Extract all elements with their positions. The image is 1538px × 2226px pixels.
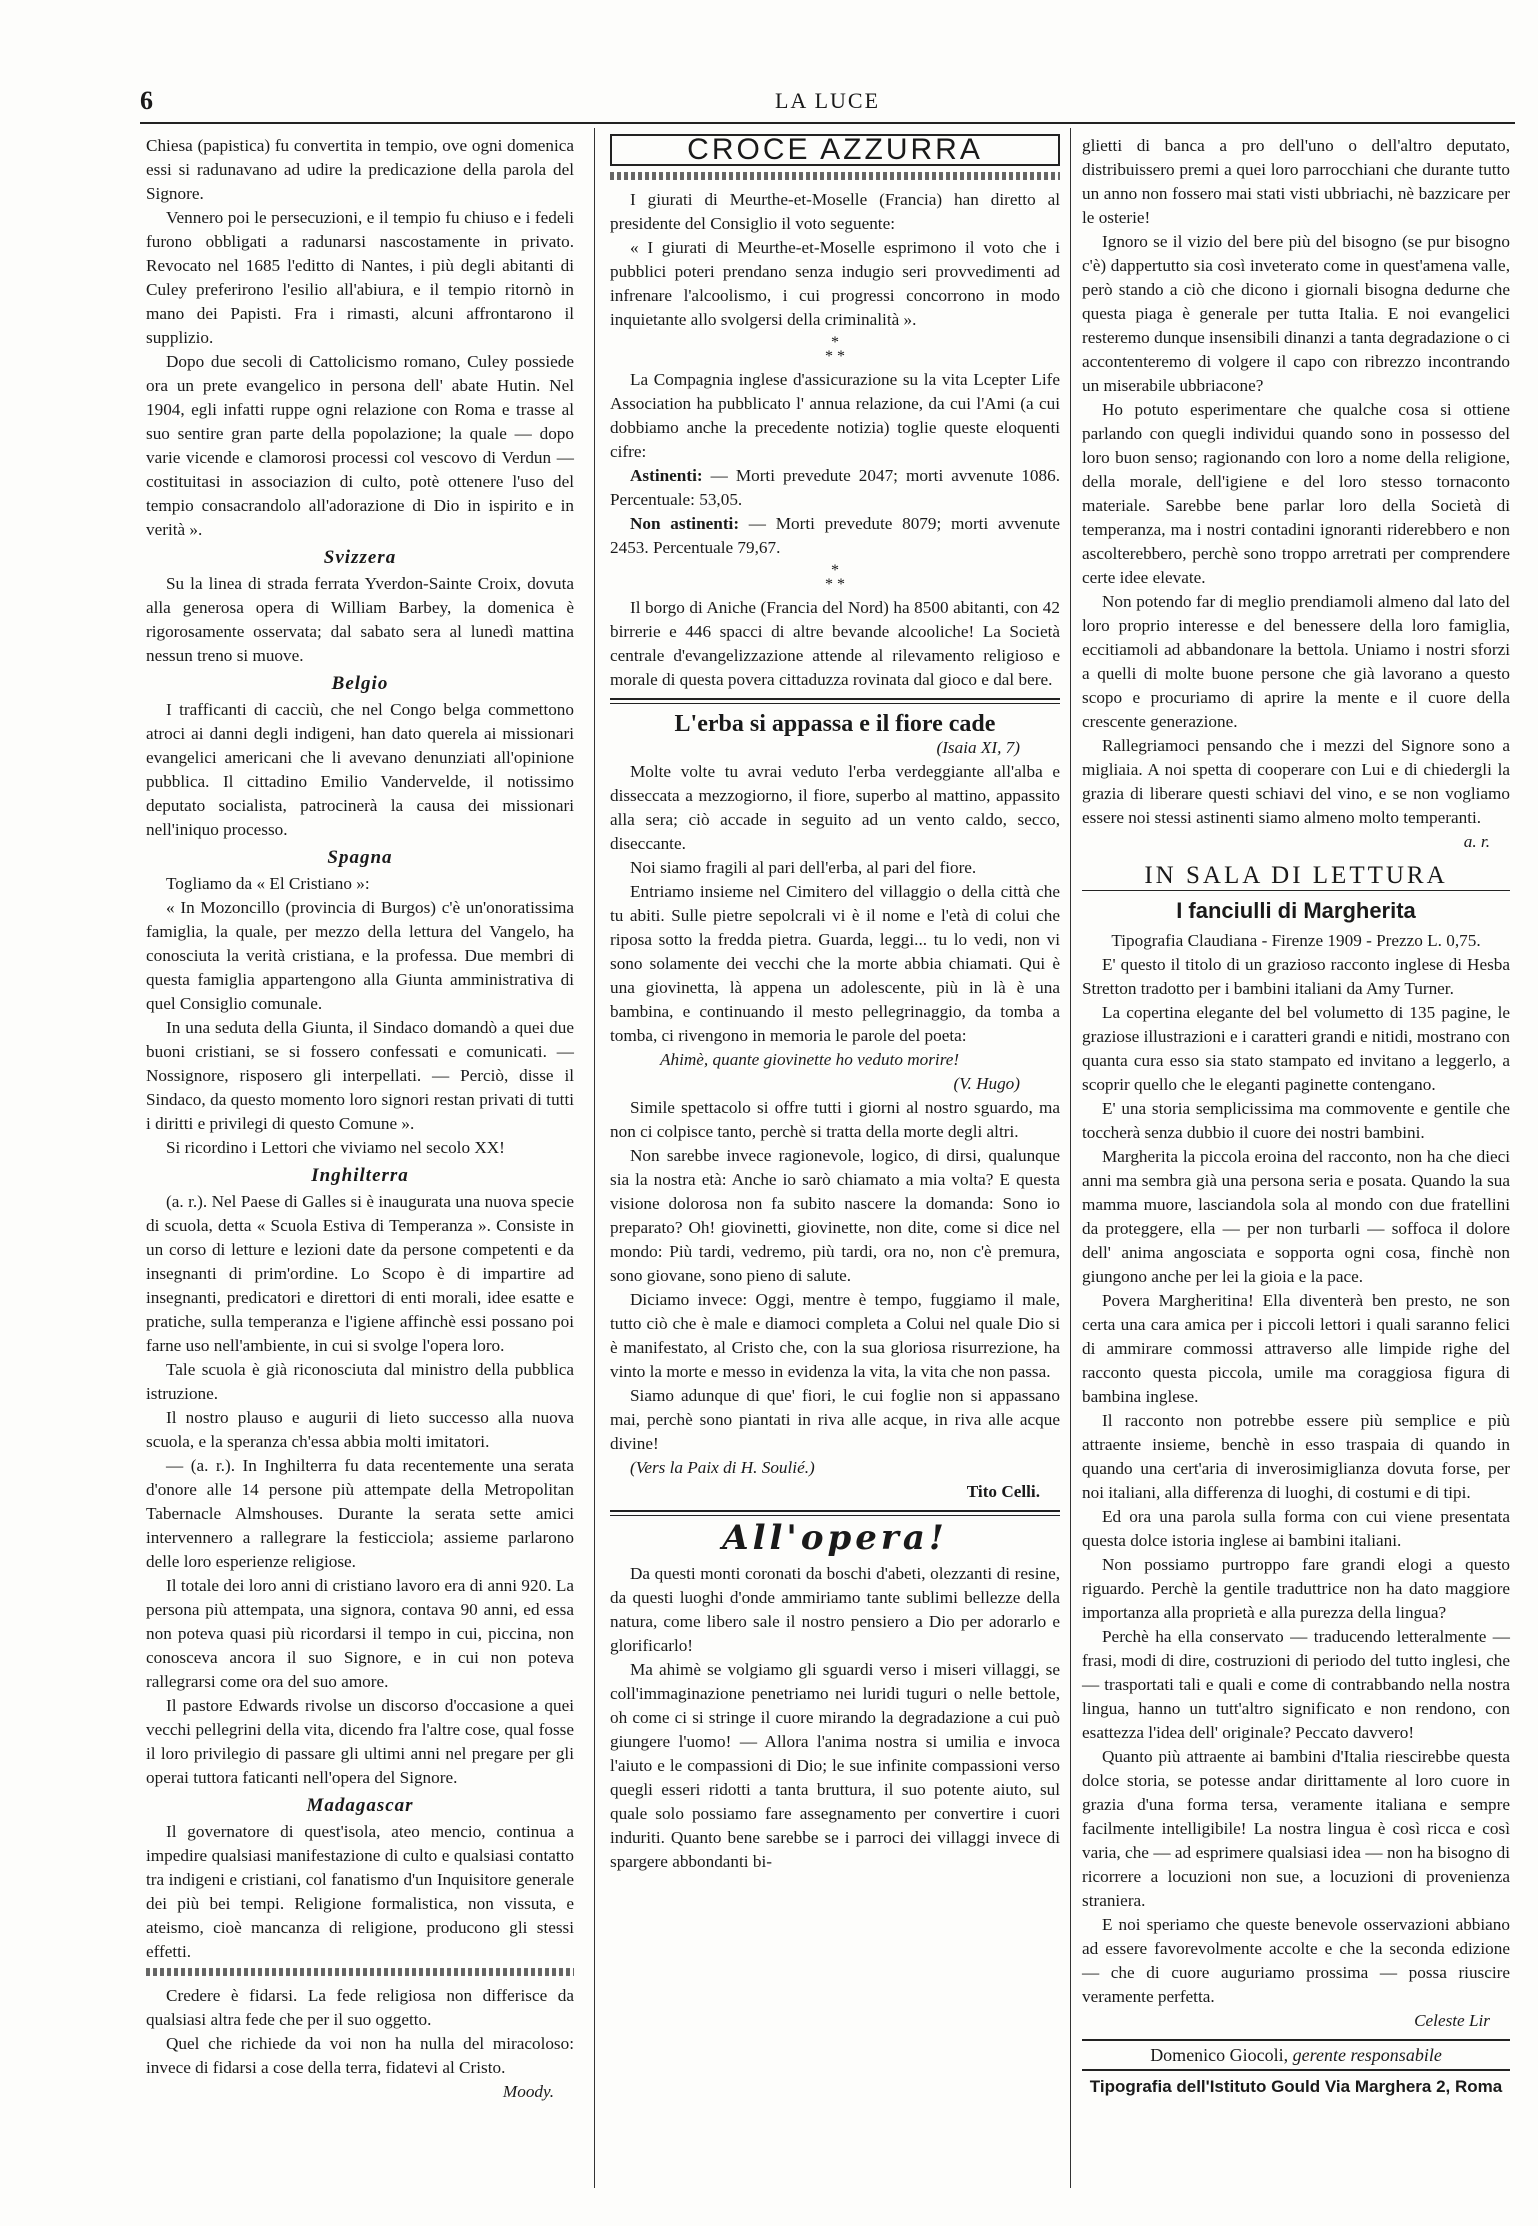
paragraph: « I giurati di Meurthe-et-Moselle esprimono il voto che i pubblici poteri prendano senza indugio seri provvedimenti ad infrenare l'alcoolismo, i cui progressi concorrono in modo inquietante allo svolgersi della criminalità ». <box>610 238 1060 329</box>
paragraph: Simile spettacolo si offre tutti i giorni al nostro sguardo, ma non ci colpisce tanto, perchè si tratta della morte degli altri. <box>610 1098 1060 1141</box>
paragraph: Non possiamo purtroppo fare grandi elogi a questo riguardo. Perchè la gentile traduttrice non ha dato maggiore importanza alla proprietà e alla purezza della lingua? <box>1082 1555 1510 1622</box>
column-right <box>1082 134 1510 2099</box>
paragraph: Il totale dei loro anni di cristiano lavoro era di anni 920. La persona più attempata, una signora, contava 90 anni, ed essa non poteva quasi più ricordarsi il tempo in cui, piccina, non conosceva ancora il suo Signore, e in cui non poteva rallegrarsi come ora del suo amore. <box>146 1576 574 1691</box>
header-rule <box>140 122 1515 124</box>
paragraph: Diciamo invece: Oggi, mentre è tempo, fuggiamo il male, tutto ciò che è male e diamoci completa a Colui nel quale Dio si è manifestato, al Cristo che, con la sua gloriosa risurrezione, ha vinto la morte e messo in evidenza la vita, la vita che non passa. <box>610 1290 1060 1381</box>
page-header <box>140 86 1515 120</box>
paragraph: Quel che richiede da voi non ha nulla del miracoloso: invece di fidarsi a cose della terra, fidatevi al Cristo. <box>146 2034 574 2077</box>
value: — Morti prevedute 2047; morti avvenute 1086. Percentuale: 53,05. <box>610 466 1060 509</box>
signature: Tito Celli. <box>966 1482 1040 1501</box>
paragraph: Quanto più attraente ai bambini d'Italia riescirebbe questa dolce storia, se potesse andar dirittamente al loro cuore in grazia d'una forma tersa, veramente italiana e sempre facilmente intelligibile! La nostra lingua è così ricca e così varia, che — ad esprimere qualsiasi idea — non ha bisogno di ricorrere a locuzioni non sue, a locuzioni di provenienza straniera. <box>1082 1747 1510 1910</box>
paragraph: Molte volte tu avrai veduto l'erba verdeggiante all'alba e disseccata a mezzogiorno, il fiore, superbo al mattino, appassito alla sera; ciò accade in seguito ad un vento caldo, secco, diseccante. <box>610 762 1060 853</box>
paragraph: Vennero poi le persecuzioni, e il tempio fu chiuso e i fedeli furono obbligati a radunarsi nascostamente in privato. Revocato nel 1685 l'editto di Nantes, i più degli abitanti di Culey preferirono l'esilio all'abiura, e il tempio ritornò in mano dei Papisti. Fra i rimasti, alcuni affrontarono il supplizio. <box>146 208 574 347</box>
quote-source: (V. Hugo) <box>953 1074 1020 1093</box>
paragraph: Ma ahimè se volgiamo gli sguardi verso i miseri villaggi, se coll'immaginazione penetriamo nei luridi tuguri o nelle bettole, oh come ci si stringe il cuore mirando la degradazione a cui può giungere l'uomo! — Allora l'anima nostra si umilia e invoca l'aiuto e le compassioni di Dio; le sue infinite compassioni verso quegli esseri ridotti a tanta bruttura, il suo potente aiuto, sul quale solo possiamo fare assegnamento per convertire i cuori induriti. Quanto bene sarebbe se i parroci dei villaggi invece di spargere abbondanti bi- <box>610 1660 1060 1871</box>
paragraph: Dopo due secoli di Cattolicismo romano, Culey possiede ora un prete evangelico in persona dell' abate Hutin. Nel 1904, egli infatti ruppe ogni relazione con Roma e trasse al suo sentire gran parte della popolazione; la quale — dopo varie vicende e clamorosi processi col vescovo di Verdun — costituitasi in associazion di culto, potè ottenere l'uso del tempio consacrandolo all'adorazione di Dio in ispirito e in verità ». <box>146 352 574 539</box>
paragraph: Il borgo di Aniche (Francia del Nord) ha 8500 abitanti, con 42 birrerie e 446 spacci di altre bevande alcooliche! La Società centrale d'evangelizzazione attende al rilevamento religioso e morale di questa povera cittaduzza rovinata dal gioco e dal bere. <box>610 598 1060 689</box>
paragraph: Povera Margheritina! Ella diventerà ben presto, ne son certa una cara amica per i piccoli lettori i quali saranno felici di ammirare commossi attraverso alle limpide righe del racconto questa piccola, umile ma coraggiosa figura di bambina inglese. <box>1082 1291 1510 1406</box>
asterism: * * * <box>825 562 845 593</box>
printer-line: Tipografia dell'Istituto Gould Via Marghera 2, Roma <box>1089 2077 1503 2096</box>
paragraph <box>610 512 1060 560</box>
section-title-sala-di-lettura: IN SALA DI LETTURA <box>1082 864 1510 891</box>
section-heading-madagascar: Madagascar <box>306 1795 414 1816</box>
paragraph: E' questo il titolo di un grazioso racconto inglese di Hesba Stretton tradotto per i bambini italiani da Amy Turner. <box>1082 955 1510 998</box>
book-info: Tipografia Claudiana - Firenze 1909 - Prezzo L. 0,75. <box>1111 931 1481 950</box>
paragraph: La Compagnia inglese d'assicurazione su la vita Lcepter Life Association ha pubblicato l' annua relazione, da cui l'Ami (a cui dobbiamo anche la precedente notizia) toglie queste eloquenti cifre: <box>610 370 1060 461</box>
paragraph: E' una storia semplicissima ma commovente e gentile che toccherà senza dubbio il cuore dei nostri bambini. <box>1082 1099 1510 1142</box>
paragraph: Ed ora una parola sulla forma con cui viene presentata questa dolce istoria inglese ai bambini italiani. <box>1082 1507 1510 1550</box>
label: Non astinenti: <box>630 514 740 533</box>
paragraph: Ignoro se il vizio del bere più del bisogno (se pur bisogno c'è) dappertutto sia così inveterato come in quest'amena valle, però stando a ciò che dicono i giornali bisogna dedurne che questa piaga è generale per tutta Italia. E noi evangelici resteremo dunque insensibili dinanzi a tanta degradazione o ci accontenteremo di volgere il capo con ribrezzo incontrando un miserabile ubbriacone? <box>1082 232 1510 395</box>
paragraph: Tale scuola è già riconosciuta dal ministro della pubblica istruzione. <box>146 1360 574 1403</box>
value: — Morti prevedute 8079; morti avvenute 2453. Percentuale 79,67. <box>610 514 1060 557</box>
paragraph: Entriamo insieme nel Cimitero del villaggio o della città che tu abiti. Sulle pietre sepolcrali vi è il nome e l'età di colui che riposa sotto la fredda pietra. Guarda, leggi... tu lo vedi, non vi sono solamente dei vecchi che la morte abbia chiamati. Qui è una giovinetta, là appena un adolescente, più in là è una bambina, e continuando il mesto pellegrinaggio, da tomba a tomba, ci rivengono in memoria le parole del poeta: <box>610 882 1060 1045</box>
ornamental-rule <box>146 1968 574 1976</box>
paragraph: Il nostro plauso e augurii di lieto successo alla nuova scuola, e la speranza ch'essa abbia molti imitatori. <box>146 1408 574 1451</box>
paragraph: — (a. r.). In Inghilterra fu data recentemente una serata d'onore alle 14 persone più attempate della Metropolitan Tabernacle Almshouses. Durante la serata sette amici intervennero a rallegrare la festicciola; assieme parlarono delle loro esperienze religiose. <box>146 1456 574 1571</box>
column-divider <box>1070 128 1071 2188</box>
article-reference: (Isaia XI, 7) <box>936 738 1020 757</box>
paragraph: I giurati di Meurthe-et-Moselle (Francia) han diretto al presidente del Consiglio il voto seguente: <box>610 190 1060 233</box>
ornamental-rule <box>610 172 1060 180</box>
paragraph: Siamo adunque di que' fiori, le cui foglie non si appassano mai, perchè sono piantati in riva alle acque, in riva alle acque divine! <box>610 1386 1060 1453</box>
section-heading-belgio: Belgio <box>331 673 389 694</box>
paragraph: Non potendo far di meglio prendiamoli almeno dal lato del loro proprio interesse e del benessere della loro famiglia, eccitiamoli ad abbandonare la bettola. Uniamo i nostri sforzi a quelli di molte buone persone che già lavorano a questo scopo e procuriamo di aprire la mente e il cuore della crescente generazione. <box>1082 592 1510 731</box>
paragraph: Ho potuto esperimentare che qualche cosa si ottiene parlando con quegli individui quando sono in possesso del loro buon senso; ragionando con loro a nome della religione, della morale, dell'igiene e del loro stesso tornaconto materiale. Sarebbe bene parlar loro della Società di temperanza, ma i nostri contadini ignoranti riderebbero e non ascolterebbero, perchè sono troppo arretrati per comprendere certe idee elevate. <box>1082 400 1510 587</box>
signature: Moody. <box>502 2082 554 2101</box>
column-middle <box>610 134 1060 1874</box>
paragraph: Non sarebbe invece ragionevole, logico, di dirsi, qualunque sia la nostra età: Anche io sarò chiamato a mia volta? E questa visione dolorosa non fa subito nascere la domanda: Sono io preparato? Oh! giovinetti, giovinette, non dite, come si dice nel mondo: Più tardi, vedremo, più tardi, ora no, non c'è premura, sono giovane, sono pieno di salute. <box>610 1146 1060 1285</box>
paragraph: glietti di banca a pro dell'uno o dell'altro deputato, distribuissero premi a quei loro parrocchiani che durante tutto un anno non fossero mai stati visti ubbriachi, nè bazzicare per le osterie! <box>1082 136 1510 227</box>
page-number: 6 <box>140 86 153 115</box>
paragraph: Togliamo da « El Cristiano »: <box>166 874 370 893</box>
asterism: * * * <box>825 334 845 365</box>
paragraph: Rallegriamoci pensando che i mezzi del Signore sono a migliaia. A noi spetta di cooperare con Lui e di chiedergli la grazia di liberare questi schiavi del vino, e se non vogliamo essere noi stessi astinenti siamo almeno molto temperanti. <box>1082 736 1510 827</box>
running-title: LA LUCE <box>774 88 881 113</box>
paragraph: Margherita la piccola eroina del racconto, non ha che dieci anni ma sembra già una persona seria e posata. Quando la sua mamma muore, lasciandola sola al mondo con due fratellini da proteggere, ella — per non turbarli — soffoca il dolore dell' anima angosciata e sopporta ogni cosa, finchè non giungono anche per lei la gioia e la pace. <box>1082 1147 1510 1286</box>
column-divider <box>594 128 595 2188</box>
section-rule <box>610 1510 1060 1516</box>
paragraph: « In Mozoncillo (provincia di Burgos) c'è un'onoratissima famiglia, la quale, per mezzo della lettura del Vangelo, ha conosciuta la verità cristiana, e la professa. Due membri di questa famiglia appartengono alla Giunta amministrativa di quel Consiglio comunale. <box>146 898 574 1013</box>
paragraph: (a. r.). Nel Paese di Galles si è inaugurata una nuova specie di scuola, detta « Scuola Estiva di Temperanza ». Consiste in un corso di letture e lezioni date da persone competenti e da insegnanti di prim'ordine. Lo Scopo è di impartire ad insegnanti, predicatori e direttori di enti morali, idee esatte e pratiche, sulla temperanza e l'igiene affinchè essi possano poi farne uso nell'ambiente, in cui si svolge l'opera loro. <box>146 1192 574 1355</box>
paragraph <box>610 464 1060 512</box>
editor-name: Domenico Giocoli, <box>1150 2045 1289 2065</box>
paragraph: In una seduta della Giunta, il Sindaco domandò a quei due buoni cristiani, se si fossero confessati e comunicati. — Nossignore, risposero gli interpellati. — Perciò, disse il Sindaco, da questo momento loro signori restan privati di tutti i diritti e privilegi di questo Comune ». <box>146 1018 574 1133</box>
section-title-croce-azzurra: CROCE AZZURRA <box>610 134 1060 166</box>
section-heading-inghilterra: Inghilterra <box>311 1165 409 1186</box>
paragraph: Chiesa (papistica) fu convertita in tempio, ove ogni domenica essi si radunavano ad udire la predicazione della parola del Signore. <box>146 136 574 203</box>
quote: Ahimè, quante giovinette ho veduto morire! <box>660 1050 960 1069</box>
paragraph: E noi speriamo che queste benevole osservazioni abbiano ad essere favorevolmente accolte e che la seconda edizione — che di cuore auguriamo prossima — possa riuscire veramente perfetta. <box>1082 1915 1510 2006</box>
article-title: All'opera! <box>722 1518 948 1558</box>
section-rule <box>610 698 1060 704</box>
paragraph: Credere è fidarsi. La fede religiosa non differisce da qualsiasi altra fede che per il suo oggetto. <box>146 1986 574 2029</box>
paragraph: Il racconto non potrebbe essere più semplice e più attraente insieme, benchè in esso traspaia di quando in quando una cert'aria di inverosimiglianza dovuta forse, per noi italiani, alla differenza di luoghi, di costumi e di tipi. <box>1082 1411 1510 1502</box>
column-left <box>146 134 574 2104</box>
paragraph: Il governatore di quest'isola, ateo mencio, continua a impedire qualsiasi manifestazione di culto e qualsiasi contatto tra indigeni e cristiani, col fanatismo d'un Inquisitore generale dei più bei tempi. Religione formalistica, non vissuta, e ateismo, cioè mancanza di religione, producono gli stessi effetti. <box>146 1822 574 1961</box>
section-heading-svizzera: Svizzera <box>323 547 397 568</box>
paragraph: La copertina elegante del bel volumetto di 135 pagine, le graziose illustrazioni e i caratteri grandi e nitidi, mostrano con quanta cura esso sia stato stampato ed invitano a leggerlo, a scoprir quello che le eleganti paginette contengano. <box>1082 1003 1510 1094</box>
paragraph: Noi siamo fragili al pari dell'erba, al pari del fiore. <box>630 858 977 877</box>
paragraph: Su la linea di strada ferrata Yverdon-Sainte Croix, dovuta alla generosa opera di William Barbey, la domenica è rigorosamente osservata; dal sabato sera al lunedì mattina nessun treno si muove. <box>146 574 574 665</box>
article-title: L'erba si appassa e il fiore cade <box>674 711 996 737</box>
publisher-line <box>1082 2039 1510 2071</box>
paragraph: Da questi monti coronati da boschi d'abeti, olezzanti di resine, da questi luoghi d'onde ammiriamo tante sublimi bellezze della natura, come libero sale il nostro pensiero a Dio per adorarlo e glorificarlo! <box>610 1564 1060 1655</box>
paragraph: Si ricordino i Lettori che viviamo nel secolo XX! <box>166 1138 505 1157</box>
paragraph: Perchè ha ella conservato — traducendo letteralmente — frasi, modi di dire, costruzioni di periodo del tutto inglesi, che — trasportati tali e quali e come di contrabbando nella nostra lingua, hanno un tutt'altro significato e non rendono, con esattezza l'idea dell' originale? Peccato davvero! <box>1082 1627 1510 1742</box>
source-note: (Vers la Paix di H. Soulié.) <box>630 1458 815 1477</box>
signature: a. r. <box>1463 832 1490 851</box>
paragraph: I trafficanti di cacciù, che nel Congo belga commettono atroci ai danni degli indigeni, han dato querela ai missionari evangelici americani che li avevano denunziati all'opinione pubblica. Il cittadino Emilio Vandervelde, il notissimo deputato socialista, patrocinerà la causa dei missionari nell'iniquo processo. <box>146 700 574 839</box>
section-heading-spagna: Spagna <box>327 847 393 868</box>
book-title: I fanciulli di Margherita <box>1176 898 1416 923</box>
label: Astinenti: <box>630 466 703 485</box>
signature: Celeste Lir <box>1414 2011 1490 2030</box>
paragraph: Il pastore Edwards rivolse un discorso d'occasione a quei vecchi pellegrini della vita, dicendo fra l'altre cose, qual fosse il loro privilegio di passare gli ultimi anni nel pregare per gli operai tuttora faticanti nell'opera del Signore. <box>146 1696 574 1787</box>
editor-role: gerente responsabile <box>1292 2045 1442 2065</box>
